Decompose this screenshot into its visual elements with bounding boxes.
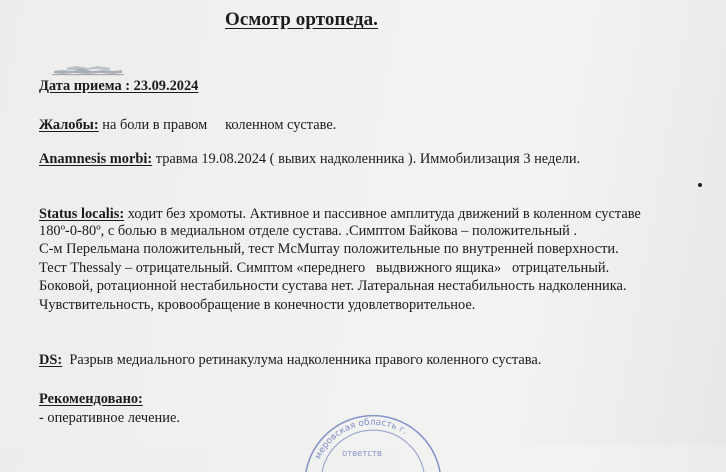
status-text-6: Чувствительность, кровообращение в конечности удовлетворительное. [39, 297, 476, 313]
svg-text:ответств: ответств [342, 449, 382, 459]
status-line-5 [39, 277, 627, 295]
diagnosis-text: Разрыв медиального ретинакулума надколенника правого коленного сустава. [62, 352, 542, 368]
status-text-2: 180º-0-80º, с болью в медиальном отделе сустава. .Симптом Байкова – положительный . [39, 223, 578, 239]
status-line-3 [39, 240, 619, 258]
status-text-5: Боковой, ротационной нестабильности сустава нет. Латеральная нестабильность надколенника. [39, 278, 627, 294]
status-label: Status localis: [39, 206, 125, 222]
ink-dot [698, 183, 702, 187]
complaints-text: на боли в правом коленном суставе. [98, 117, 337, 133]
status-line-4 [39, 259, 609, 277]
document-title: Осмотр ортопеда. [225, 9, 379, 30]
complaints-line [39, 116, 336, 134]
status-line-1 [39, 205, 641, 223]
recommended-item-text: - оперативное лечение. [39, 410, 180, 426]
status-text-1: ходит без хромоты. Активное и пассивное амплитуда движений в коленном суставе [124, 206, 641, 222]
complaints-label: Жалобы: [39, 117, 99, 133]
status-text-3: С-м Перельмана положительный, тест McMurray положительные по внутренней поверхности. [39, 241, 619, 257]
diagnosis-line [39, 351, 541, 369]
recommended-label: Рекомендовано: [39, 391, 143, 407]
anamnesis-label: Anamnesis morbi: [39, 151, 153, 167]
status-line-6 [39, 296, 475, 314]
visit-date-label: Дата приема : 23.09.2024 [39, 78, 199, 94]
anamnesis-line [39, 150, 580, 168]
status-line-2 [39, 222, 577, 240]
svg-text:меровская область г.: меровская область г. [313, 417, 409, 462]
redacted-name-mark [52, 62, 124, 76]
official-stamp [298, 412, 448, 472]
diagnosis-label: DS: [39, 352, 63, 368]
recommended-heading-line [39, 390, 143, 408]
status-text-4: Тест Thessaly – отрицательный. Симптом «переднего выдвижного ящика» отрицательный. [39, 260, 610, 276]
recommended-item-1 [39, 409, 180, 427]
visit-date-line [39, 77, 198, 95]
anamnesis-text: травма 19.08.2024 ( вывих надколенника ). Иммобилизация 3 недели. [152, 151, 581, 167]
